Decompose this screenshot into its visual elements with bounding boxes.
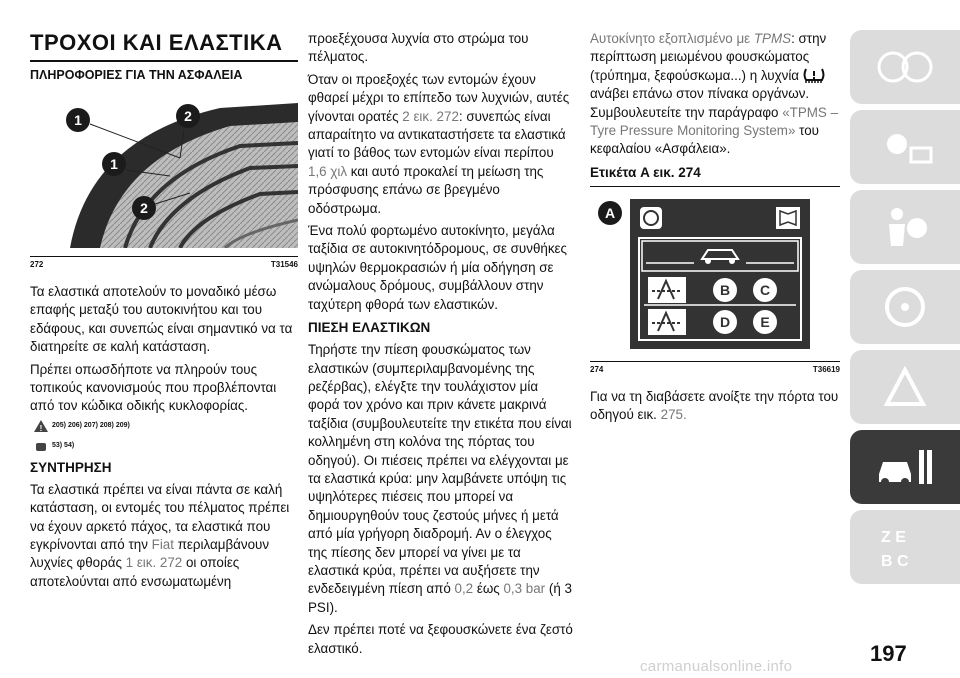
section-title: ΤΡΟΧΟΙ ΚΑΙ ΕΛΑΣΤΙΚΑ xyxy=(30,30,283,55)
figure2-caption xyxy=(590,362,840,374)
hand-icon xyxy=(34,440,48,452)
figure-caption xyxy=(30,257,298,269)
continued-paragraph: προεξέχουσα λυχνία στο στρώμα του πέλματος. xyxy=(308,31,529,65)
left-column xyxy=(30,30,298,595)
tyre-illustration xyxy=(30,98,298,248)
svg-text:Z E: Z E xyxy=(881,529,906,546)
right-column xyxy=(590,30,840,429)
tab-emergency[interactable] xyxy=(850,350,960,424)
warning-refs-2: 53) 54) xyxy=(34,440,298,452)
label-heading: Ετικέτα A εικ. 274 xyxy=(590,164,701,180)
svg-text:B C: B C xyxy=(881,553,909,570)
tab-warning-lights[interactable] xyxy=(850,110,960,184)
tab-dashboard[interactable] xyxy=(850,30,960,104)
car-service-icon xyxy=(873,442,937,492)
warning-light-icon xyxy=(873,122,937,172)
dashboard-icon xyxy=(873,42,937,92)
svg-text:D: D xyxy=(719,313,731,330)
tyre-figure xyxy=(30,98,298,250)
tab-maintenance[interactable] xyxy=(850,430,960,504)
svg-text:C: C xyxy=(759,281,771,298)
regulation-paragraph: Πρέπει οπωσδήποτε να πληρούν τους τοπικούς κανονισμούς που προβλέπονται από τον κώδικα οδικής κυκλοφορίας. xyxy=(30,361,277,414)
steering-wheel-icon xyxy=(873,282,937,332)
tab-index[interactable] xyxy=(850,510,960,584)
tpms-paragraph: Αυτοκίνητο εξοπλισμένο με TPMS: στην περίπτωση μειωμένου φουσκώματος (τρύπημα, ξεφούσκωμα...) η λυχνία ανάβει επάνω στον πίνακα οργάνων. Συμβουλευτείτε την παράγραφο «TPMS – Tyre Pressure Monitoring System» του κεφαλαίου «Ασφάλεια». xyxy=(590,31,839,157)
label-rule xyxy=(590,186,840,187)
airbag-icon xyxy=(873,202,937,252)
index-icon xyxy=(873,522,937,572)
emergency-icon xyxy=(873,362,937,412)
tab-driving[interactable] xyxy=(850,270,960,344)
warning-triangle-icon xyxy=(34,420,48,432)
door-paragraph: Για να τη διαβάσετε ανοίξτε την πόρτα του οδηγού εικ. 275. xyxy=(590,388,839,423)
middle-column xyxy=(308,30,573,662)
svg-text:!: ! xyxy=(39,423,43,432)
figure-code: T31546 xyxy=(270,260,298,269)
figure2-number: 274 xyxy=(590,364,604,374)
svg-text:A: A xyxy=(604,204,616,221)
svg-text:1: 1 xyxy=(110,156,118,172)
label-figure xyxy=(590,193,840,355)
callout-B xyxy=(713,278,737,302)
maintenance-heading: ΣΥΝΤΗΡΗΣΗ xyxy=(30,459,112,475)
door-label-illustration xyxy=(590,193,840,353)
tab-safety[interactable] xyxy=(850,190,960,264)
watermark: carmanualsonline.info xyxy=(640,658,793,675)
figure-number: 272 xyxy=(30,260,44,269)
maintenance-paragraph: Τα ελαστικά πρέπει να είναι πάντα σε καλή κατάσταση, οι εντομές του πέλματος πρέπει να έχουν αρκετό πάχος, τα ελαστικά που εγκρίνονται από την Fiat περιλαμβάνουν λυχνίες φθοράς 1 εικ. 272 οι οποίες αποτελούνται από ενσωματωμένη xyxy=(30,481,290,589)
svg-text:B: B xyxy=(719,281,731,298)
svg-text:2: 2 xyxy=(140,200,148,216)
svg-text:2: 2 xyxy=(184,108,192,124)
callout-E xyxy=(753,310,777,334)
chapter-tabs xyxy=(850,30,960,590)
title-rule xyxy=(30,60,298,62)
page-number: 197 xyxy=(870,641,907,666)
intro-paragraph: Τα ελαστικά αποτελούν το μοναδικό μέσω επαφής μεταξύ του αυτοκινήτου και του εδάφους, και συνεπώς είναι σημαντικό να τα διατηρείτε σε καλή κατάσταση. xyxy=(30,284,293,355)
pressure-paragraph: Τηρήστε την πίεση φουσκώματος των ελαστικών (συμπεριλαμβανομένης της ρεζέρβας), ελέγξτε την τουλάχιστον μία φορά τον χρόνο και πριν κάνετε μακρινά ταξίδια (συμβουλευτείτε την ετικέτα που είναι κολλημένη στη κολόνα της πόρτας του οδηγού). Οι πιέσεις πρέπει να ελέγχονται με τα ελαστικά κρύα: μην λαμβάνετε υπόψη τις υψηλότερες πιέσεις που μπορεί να δημιουργηθούν τους ζεστούς μήνες ή μετά από μία γρήγορη διαδρομή. Αν ο έλεγχος της πίεσης δεν μπορεί να γίνει με τα ελαστικά κρύα, πρέπει να αυξήσετε την ενδεδειγμένη πίεση από 0,2 έως 0,3 bar (ή 3 PSI). xyxy=(308,342,572,615)
wear-indicator-paragraph: Όταν οι προεξοχές των εντομών έχουν φθαρεί μέχρι το επίπεδο των λυχνιών, αυτές γίνονται ορατές 2 εικ. 272: συνεπώς είναι απαραίτητο να αντικαταστήσετε τα ελαστικά γιατί το βάθος των εντομών είναι περίπου 1,6 χιλ και αυτό προκαλεί τη μείωση της πρόσφυσης επάνω σε βρεγμένο οδόστρωμα. xyxy=(308,71,570,216)
figure2-code: T36619 xyxy=(812,364,840,374)
svg-text:1: 1 xyxy=(74,112,82,128)
svg-text:E: E xyxy=(760,313,770,330)
callout-1a xyxy=(66,108,90,132)
callout-1b xyxy=(102,152,126,176)
warning-refs-1: ! 205) 206) 207) 208) 209) xyxy=(34,420,298,432)
callout-2a xyxy=(176,104,200,128)
tpms-warning-icon xyxy=(803,67,825,83)
callout-A xyxy=(598,201,622,225)
section-subtitle: ΠΛΗΡΟΦΟΡΙΕΣ ΓΙΑ ΤΗΝ ΑΣΦΑΛΕΙΑ xyxy=(30,68,243,82)
hot-tyre-paragraph: Δεν πρέπει ποτέ να ξεφουσκώνετε ένα ζεστό ελαστικό. xyxy=(308,622,573,656)
wear-factors-paragraph: Ένα πολύ φορτωμένο αυτοκίνητο, μεγάλα ταξίδια σε αυτοκινητόδρομους, σε συνθήκες υψηλών θερμοκρασιών ή μία οδήγηση σε ανώμαλους δρόμους, συμβάλλουν στην ταχύτερη φθορά των ελαστικών. xyxy=(308,223,567,312)
callout-2b xyxy=(132,196,156,220)
pressure-heading: ΠΙΕΣΗ ΕΛΑΣΤΙΚΩΝ xyxy=(308,320,431,336)
callout-D xyxy=(713,310,737,334)
callout-C xyxy=(753,278,777,302)
